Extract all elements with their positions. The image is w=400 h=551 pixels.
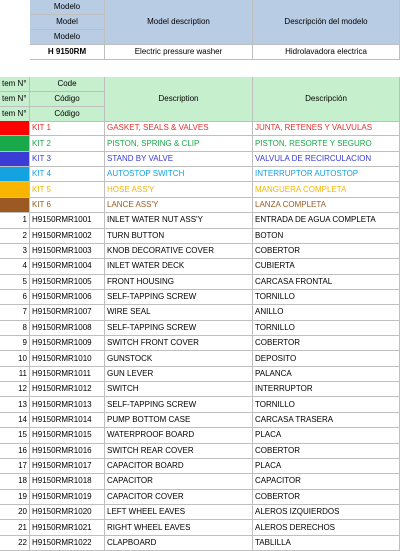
code-header-1[interactable]: Code bbox=[30, 77, 105, 92]
part-code[interactable]: H9150RMR1008 bbox=[30, 321, 105, 336]
part-description-es[interactable]: INTERRUPTOR bbox=[253, 382, 400, 397]
part-description[interactable]: CAPACITOR COVER bbox=[105, 490, 253, 505]
part-code[interactable]: H9150RMR1021 bbox=[30, 520, 105, 535]
part-code[interactable]: H9150RMR1016 bbox=[30, 444, 105, 459]
item-number[interactable]: 17 bbox=[0, 459, 30, 474]
part-code[interactable]: H9150RMR1017 bbox=[30, 459, 105, 474]
kit-description[interactable]: PISTON, SPRING & CLIP bbox=[105, 136, 253, 151]
item-number[interactable]: 13 bbox=[0, 397, 30, 412]
part-description-es[interactable]: ALEROS IZQUIERDOS bbox=[253, 505, 400, 520]
item-number[interactable]: 1 bbox=[0, 213, 30, 228]
part-description[interactable]: CAPACITOR BOARD bbox=[105, 459, 253, 474]
kit-description-es[interactable]: INTERRUPTOR AUTOSTOP bbox=[253, 167, 400, 182]
part-description-es[interactable]: CARCASA FRONTAL bbox=[253, 275, 400, 290]
item-number[interactable]: 9 bbox=[0, 336, 30, 351]
part-code[interactable]: H9150RMR1004 bbox=[30, 259, 105, 274]
model-label-3[interactable]: Modelo bbox=[30, 30, 105, 45]
part-description[interactable]: SWITCH FRONT COVER bbox=[105, 336, 253, 351]
part-description-es[interactable]: CUBIERTA bbox=[253, 259, 400, 274]
part-code[interactable]: H9150RMR1009 bbox=[30, 336, 105, 351]
part-description-es[interactable]: TORNILLO bbox=[253, 321, 400, 336]
part-description-es[interactable]: ALEROS DERECHOS bbox=[253, 520, 400, 535]
part-description-es[interactable]: TORNILLO bbox=[253, 290, 400, 305]
kit-description-es[interactable]: LANZA COMPLETA bbox=[253, 198, 400, 213]
part-description-es[interactable]: CAPACITOR bbox=[253, 474, 400, 489]
kit-color-swatch[interactable] bbox=[0, 182, 30, 197]
kit-label[interactable]: KIT 5 bbox=[30, 182, 105, 197]
kit-label[interactable]: KIT 1 bbox=[30, 121, 105, 136]
code-header-3[interactable]: Código bbox=[30, 107, 105, 122]
part-description-es[interactable]: DEPOSITO bbox=[253, 351, 400, 366]
item-number[interactable]: 14 bbox=[0, 413, 30, 428]
part-description[interactable]: FRONT HOUSING bbox=[105, 275, 253, 290]
part-description-es[interactable]: BOTON bbox=[253, 229, 400, 244]
description-header[interactable]: Description bbox=[105, 77, 253, 122]
kit-color-swatch[interactable] bbox=[0, 167, 30, 182]
kit-color-swatch[interactable] bbox=[0, 136, 30, 151]
item-number[interactable]: 15 bbox=[0, 428, 30, 443]
kit-description[interactable]: HOSE ASS'Y bbox=[105, 182, 253, 197]
kit-description[interactable]: AUTOSTOP SWITCH bbox=[105, 167, 253, 182]
kit-description[interactable]: STAND BY VALVE bbox=[105, 152, 253, 167]
part-code[interactable]: H9150RMR1020 bbox=[30, 505, 105, 520]
part-code[interactable]: H9150RMR1011 bbox=[30, 367, 105, 382]
part-code[interactable]: H9150RMR1012 bbox=[30, 382, 105, 397]
part-description[interactable]: WATERPROOF BOARD bbox=[105, 428, 253, 443]
kit-description-es[interactable]: MANGUERA COMPLETA bbox=[253, 182, 400, 197]
item-number[interactable]: 11 bbox=[0, 367, 30, 382]
part-description[interactable]: LEFT WHEEL EAVES bbox=[105, 505, 253, 520]
part-description[interactable]: CLAPBOARD bbox=[105, 536, 253, 551]
item-number[interactable]: 2 bbox=[0, 229, 30, 244]
item-number[interactable]: 22 bbox=[0, 536, 30, 551]
part-code[interactable]: H9150RMR1006 bbox=[30, 290, 105, 305]
part-code[interactable]: H9150RMR1018 bbox=[30, 474, 105, 489]
item-number-header-2[interactable]: tem N° bbox=[0, 92, 30, 107]
item-number[interactable]: 10 bbox=[0, 351, 30, 366]
part-code[interactable]: H9150RMR1015 bbox=[30, 428, 105, 443]
item-number[interactable]: 12 bbox=[0, 382, 30, 397]
part-description[interactable]: KNOB DECORATIVE COVER bbox=[105, 244, 253, 259]
part-description-es[interactable]: TORNILLO bbox=[253, 397, 400, 412]
item-number-header-3[interactable]: tem N° bbox=[0, 107, 30, 122]
kit-color-swatch[interactable] bbox=[0, 198, 30, 213]
item-number[interactable]: 18 bbox=[0, 474, 30, 489]
part-description-es[interactable]: COBERTOR bbox=[253, 490, 400, 505]
part-description-es[interactable]: PLACA bbox=[253, 428, 400, 443]
part-description-es[interactable]: COBERTOR bbox=[253, 336, 400, 351]
part-description-es[interactable]: PLACA bbox=[253, 459, 400, 474]
part-description[interactable]: TURN BUTTON bbox=[105, 229, 253, 244]
part-code[interactable]: H9150RMR1022 bbox=[30, 536, 105, 551]
part-description[interactable]: SWITCH bbox=[105, 382, 253, 397]
part-code[interactable]: H9150RMR1013 bbox=[30, 397, 105, 412]
model-label-2[interactable]: Model bbox=[30, 15, 105, 30]
model-description-value[interactable]: Electric pressure washer bbox=[105, 45, 253, 60]
part-code[interactable]: H9150RMR1014 bbox=[30, 413, 105, 428]
part-code[interactable]: H9150RMR1002 bbox=[30, 229, 105, 244]
item-number-header-1[interactable]: tem N° bbox=[0, 77, 30, 92]
kit-description[interactable]: LANCE ASS'Y bbox=[105, 198, 253, 213]
kit-description-es[interactable]: PISTON, RESORTE Y SEGURO bbox=[253, 136, 400, 151]
part-description-es[interactable]: PALANCA bbox=[253, 367, 400, 382]
kit-label[interactable]: KIT 3 bbox=[30, 152, 105, 167]
part-code[interactable]: H9150RMR1005 bbox=[30, 275, 105, 290]
item-number[interactable]: 4 bbox=[0, 259, 30, 274]
model-description-es-header[interactable]: Descripción del modelo bbox=[253, 0, 400, 45]
item-number[interactable]: 5 bbox=[0, 275, 30, 290]
part-description[interactable]: WIRE SEAL bbox=[105, 305, 253, 320]
part-description-es[interactable]: TABLILLA bbox=[253, 536, 400, 551]
kit-description[interactable]: GASKET, SEALS & VALVES bbox=[105, 121, 253, 136]
item-number[interactable]: 6 bbox=[0, 290, 30, 305]
code-header-2[interactable]: Código bbox=[30, 92, 105, 107]
item-number[interactable]: 7 bbox=[0, 305, 30, 320]
item-number[interactable]: 20 bbox=[0, 505, 30, 520]
kit-color-swatch[interactable] bbox=[0, 152, 30, 167]
kit-color-swatch[interactable] bbox=[0, 121, 30, 136]
part-description[interactable]: GUN LEVER bbox=[105, 367, 253, 382]
descripcion-header[interactable]: Descripción bbox=[253, 77, 400, 122]
kit-label[interactable]: KIT 2 bbox=[30, 136, 105, 151]
part-description[interactable]: GUNSTOCK bbox=[105, 351, 253, 366]
part-description[interactable]: CAPACITOR bbox=[105, 474, 253, 489]
part-description-es[interactable]: ENTRADA DE AGUA COMPLETA bbox=[253, 213, 400, 228]
part-description[interactable]: INLET WATER NUT ASS'Y bbox=[105, 213, 253, 228]
item-number[interactable]: 16 bbox=[0, 444, 30, 459]
model-label-1[interactable]: Modelo bbox=[30, 0, 105, 15]
kit-label[interactable]: KIT 4 bbox=[30, 167, 105, 182]
model-description-es-value[interactable]: Hidrolavadora electrica bbox=[253, 45, 400, 60]
part-code[interactable]: H9150RMR1003 bbox=[30, 244, 105, 259]
part-description[interactable]: INLET WATER DECK bbox=[105, 259, 253, 274]
part-code[interactable]: H9150RMR1019 bbox=[30, 490, 105, 505]
part-description-es[interactable]: CARCASA TRASERA bbox=[253, 413, 400, 428]
part-description[interactable]: PUMP BOTTOM CASE bbox=[105, 413, 253, 428]
part-code[interactable]: H9150RMR1007 bbox=[30, 305, 105, 320]
kit-description-es[interactable]: JUNTA, RETENES Y VALVULAS bbox=[253, 121, 400, 136]
part-code[interactable]: H9150RMR1010 bbox=[30, 351, 105, 366]
part-description[interactable]: SELF-TAPPING SCREW bbox=[105, 290, 253, 305]
part-description-es[interactable]: COBERTOR bbox=[253, 244, 400, 259]
kit-description-es[interactable]: VALVULA DE RECIRCULACION bbox=[253, 152, 400, 167]
model-description-header[interactable]: Model description bbox=[105, 0, 253, 45]
part-description[interactable]: RIGHT WHEEL EAVES bbox=[105, 520, 253, 535]
model-value[interactable]: H 9150RM bbox=[30, 45, 105, 60]
part-description[interactable]: SELF-TAPPING SCREW bbox=[105, 397, 253, 412]
item-number[interactable]: 21 bbox=[0, 520, 30, 535]
item-number[interactable]: 19 bbox=[0, 490, 30, 505]
item-number[interactable]: 3 bbox=[0, 244, 30, 259]
kit-label[interactable]: KIT 6 bbox=[30, 198, 105, 213]
item-number[interactable]: 8 bbox=[0, 321, 30, 336]
part-description[interactable]: SWITCH REAR COVER bbox=[105, 444, 253, 459]
part-code[interactable]: H9150RMR1001 bbox=[30, 213, 105, 228]
part-description-es[interactable]: ANILLO bbox=[253, 305, 400, 320]
part-description-es[interactable]: COBERTOR bbox=[253, 444, 400, 459]
part-description[interactable]: SELF-TAPPING SCREW bbox=[105, 321, 253, 336]
